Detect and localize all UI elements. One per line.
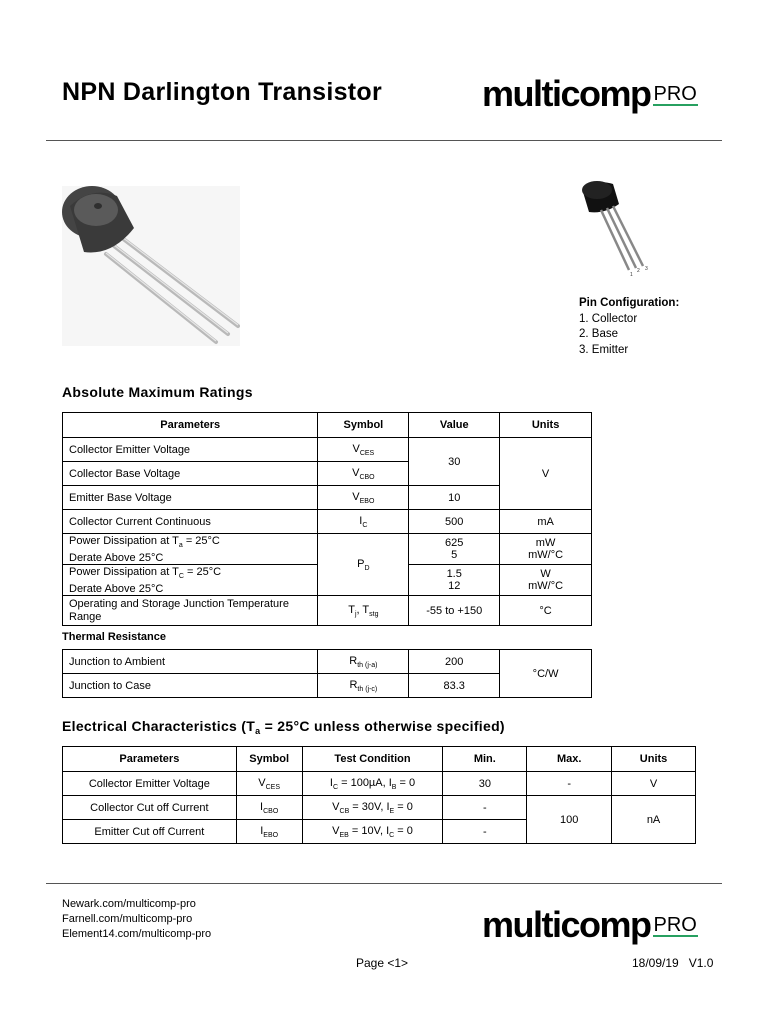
pin-config-heading: Pin Configuration:: [579, 297, 680, 309]
symbol-subscript: th (j-a): [357, 661, 378, 669]
param-text: Power Dissipation at T: [69, 534, 179, 547]
transistor-photo: [62, 186, 240, 346]
unit-cell: °C/W: [500, 650, 592, 698]
header-cell: Symbol: [318, 413, 409, 438]
header-cell: Units: [500, 413, 592, 438]
symbol-subscript: D: [364, 564, 370, 572]
logo-suffix: PRO: [653, 914, 697, 936]
symbol-subscript: EBO: [359, 497, 375, 505]
symbol-cell: [318, 510, 409, 534]
value-text: 12: [448, 580, 461, 592]
condition-subscript: C: [389, 831, 395, 839]
footer-link[interactable]: Farnell.com/multicomp-pro: [62, 913, 193, 925]
param-cell: Emitter Cut off Current: [63, 820, 237, 844]
header-cell: Min.: [443, 747, 527, 772]
header-cell: Max.: [527, 747, 612, 772]
param-cell: Collector Emitter Voltage: [63, 438, 318, 462]
symbol-text: P: [357, 557, 365, 570]
symbol-text: R: [349, 678, 358, 691]
unit-cell: V: [612, 772, 696, 796]
value-text: 625: [445, 537, 464, 549]
symbol-subscript: EBO: [263, 831, 279, 839]
pin-label-1: 1: [630, 272, 633, 278]
value-text: 5: [451, 549, 458, 561]
value-cell: 83.3: [409, 674, 500, 698]
symbol-cell: [236, 820, 302, 844]
symbol-cell: [318, 650, 409, 674]
table-header-row: [63, 747, 696, 772]
header-cell: Symbol: [236, 747, 302, 772]
symbol-text: V: [352, 466, 360, 479]
thermal-table: [62, 649, 592, 698]
value-cell: 30: [409, 438, 500, 486]
param-subscript: C: [178, 572, 184, 580]
brand-logo: [482, 73, 698, 115]
symbol-text: R: [349, 654, 358, 667]
symbol-subscript: C: [362, 521, 368, 529]
elec-title-subscript: a: [255, 726, 261, 736]
symbol-subscript: stg: [369, 610, 379, 618]
symbol-text: V: [258, 776, 266, 789]
param-cell: [63, 534, 318, 565]
pin-label-3: 3: [645, 266, 648, 272]
condition-subscript: EB: [339, 831, 349, 839]
version-text: V1.0: [688, 956, 714, 970]
elec-title: [62, 718, 505, 736]
elec-title-text: = 25°C unless otherwise specified): [260, 718, 505, 734]
table-row: [63, 650, 592, 674]
value-cell: [409, 565, 500, 596]
logo-suffix: PRO: [653, 83, 697, 105]
min-cell: -: [443, 820, 527, 844]
param-text: Derate Above 25°C: [69, 582, 164, 595]
header-cell: Parameters: [63, 747, 237, 772]
thermal-title: Thermal Resistance: [62, 631, 166, 643]
table-header-row: [63, 413, 592, 438]
unit-text: mW/°C: [528, 549, 564, 561]
pin-label-2: 2: [637, 268, 640, 274]
footer-divider: [46, 883, 722, 884]
unit-text: mW/°C: [528, 580, 564, 592]
table-row: [63, 438, 592, 462]
symbol-subscript: th (j-c): [357, 685, 378, 693]
symbol-text: I: [359, 514, 363, 527]
page-title: NPN Darlington Transistor: [62, 78, 383, 106]
amr-table: [62, 412, 592, 626]
header-cell: Units: [612, 747, 696, 772]
symbol-subscript: j: [354, 610, 357, 618]
unit-text: mW: [535, 537, 556, 549]
condition-subscript: CB: [339, 807, 350, 815]
condition-subscript: B: [391, 783, 397, 791]
pin-item: 2. Base: [579, 328, 618, 340]
elec-title-text: Electrical Characteristics (T: [62, 718, 256, 734]
date-text: 18/09/19: [632, 956, 679, 970]
value-cell: [409, 534, 500, 565]
condition-cell: [302, 796, 443, 820]
amr-title: Absolute Maximum Ratings: [62, 384, 253, 400]
param-text: Derate Above 25°C: [69, 551, 164, 564]
symbol-cell: [236, 796, 302, 820]
condition-text: = 10V, I: [348, 824, 390, 837]
param-cell: Junction to Ambient: [63, 650, 318, 674]
symbol-cell: [236, 772, 302, 796]
condition-text: V: [332, 800, 340, 813]
symbol-text: I: [260, 824, 264, 837]
symbol-cell: [318, 486, 409, 510]
unit-cell: [500, 534, 592, 565]
condition-text: = 30V, I: [349, 800, 390, 813]
unit-text: W: [540, 568, 551, 580]
footer-links: [62, 897, 211, 942]
table-row: [63, 772, 696, 796]
elec-table: [62, 746, 696, 844]
header-cell: Parameters: [63, 413, 318, 438]
header-divider: [46, 140, 722, 141]
value-cell: 10: [409, 486, 500, 510]
table-row: [63, 796, 696, 820]
condition-text: = 0: [394, 824, 413, 837]
table-row: [63, 510, 592, 534]
param-text: Power Dissipation at T: [69, 565, 179, 578]
param-cell: Collector Emitter Voltage: [63, 772, 237, 796]
min-cell: -: [443, 796, 527, 820]
param-text: = 25°C: [183, 565, 222, 578]
symbol-text: V: [352, 490, 360, 503]
unit-cell: V: [500, 438, 592, 510]
brand-logo: [482, 904, 698, 946]
table-row: [63, 534, 592, 565]
pin-configuration: [579, 296, 679, 358]
condition-cell: [302, 772, 443, 796]
symbol-subscript: CBO: [359, 473, 375, 481]
value-cell: 500: [409, 510, 500, 534]
unit-cell: mA: [500, 510, 592, 534]
condition-text: = 100µA, I: [338, 776, 392, 789]
value-text: 1.5: [446, 568, 462, 580]
header-cell: Test Condition: [302, 747, 443, 772]
value-cell: 200: [409, 650, 500, 674]
logo-text: multicomp: [482, 73, 651, 114]
symbol-text: T: [348, 603, 355, 616]
param-cell: Collector Current Continuous: [63, 510, 318, 534]
unit-cell: °C: [500, 596, 592, 626]
symbol-cell: [318, 596, 409, 626]
max-cell: -: [527, 772, 612, 796]
pin-item: 3. Emitter: [579, 343, 629, 356]
condition-text: V: [332, 824, 340, 837]
symbol-cell: [318, 534, 409, 596]
condition-text: I: [329, 776, 333, 789]
header-cell: Value: [409, 413, 500, 438]
condition-text: = 0: [394, 800, 413, 813]
symbol-subscript: CES: [359, 449, 375, 457]
param-cell: Operating and Storage Junction Temperature Range: [63, 596, 318, 626]
param-cell: Emitter Base Voltage: [63, 486, 318, 510]
param-subscript: a: [178, 541, 183, 549]
condition-subscript: E: [389, 807, 395, 815]
table-row: [63, 596, 592, 626]
symbol-cell: [318, 438, 409, 462]
page-number: Page <1>: [356, 956, 409, 970]
unit-cell: [500, 565, 592, 596]
param-text: = 25°C: [182, 534, 220, 547]
symbol-text: , T: [356, 603, 370, 616]
condition-subscript: C: [332, 783, 339, 791]
value-cell: -55 to +150: [409, 596, 500, 626]
footer-link[interactable]: Newark.com/multicomp-pro: [62, 898, 196, 910]
date-version: [632, 956, 713, 970]
param-cell: Collector Base Voltage: [63, 462, 318, 486]
param-cell: Junction to Case: [63, 674, 318, 698]
unit-cell: nA: [612, 796, 696, 844]
condition-cell: [302, 820, 443, 844]
symbol-subscript: CBO: [263, 807, 279, 815]
transistor-pin-diagram: [575, 178, 655, 278]
symbol-cell: [318, 462, 409, 486]
symbol-text: I: [260, 800, 264, 813]
min-cell: 30: [443, 772, 527, 796]
symbol-subscript: CES: [265, 783, 281, 791]
max-cell: 100: [527, 796, 612, 844]
param-cell: [63, 565, 318, 596]
symbol-text: V: [352, 442, 360, 455]
pin-item: 1. Collector: [579, 312, 638, 325]
logo-text: multicomp: [482, 904, 651, 945]
param-cell: Collector Cut off Current: [63, 796, 237, 820]
symbol-cell: [318, 674, 409, 698]
condition-text: = 0: [396, 776, 416, 789]
footer-link[interactable]: Element14.com/multicomp-pro: [62, 928, 212, 940]
